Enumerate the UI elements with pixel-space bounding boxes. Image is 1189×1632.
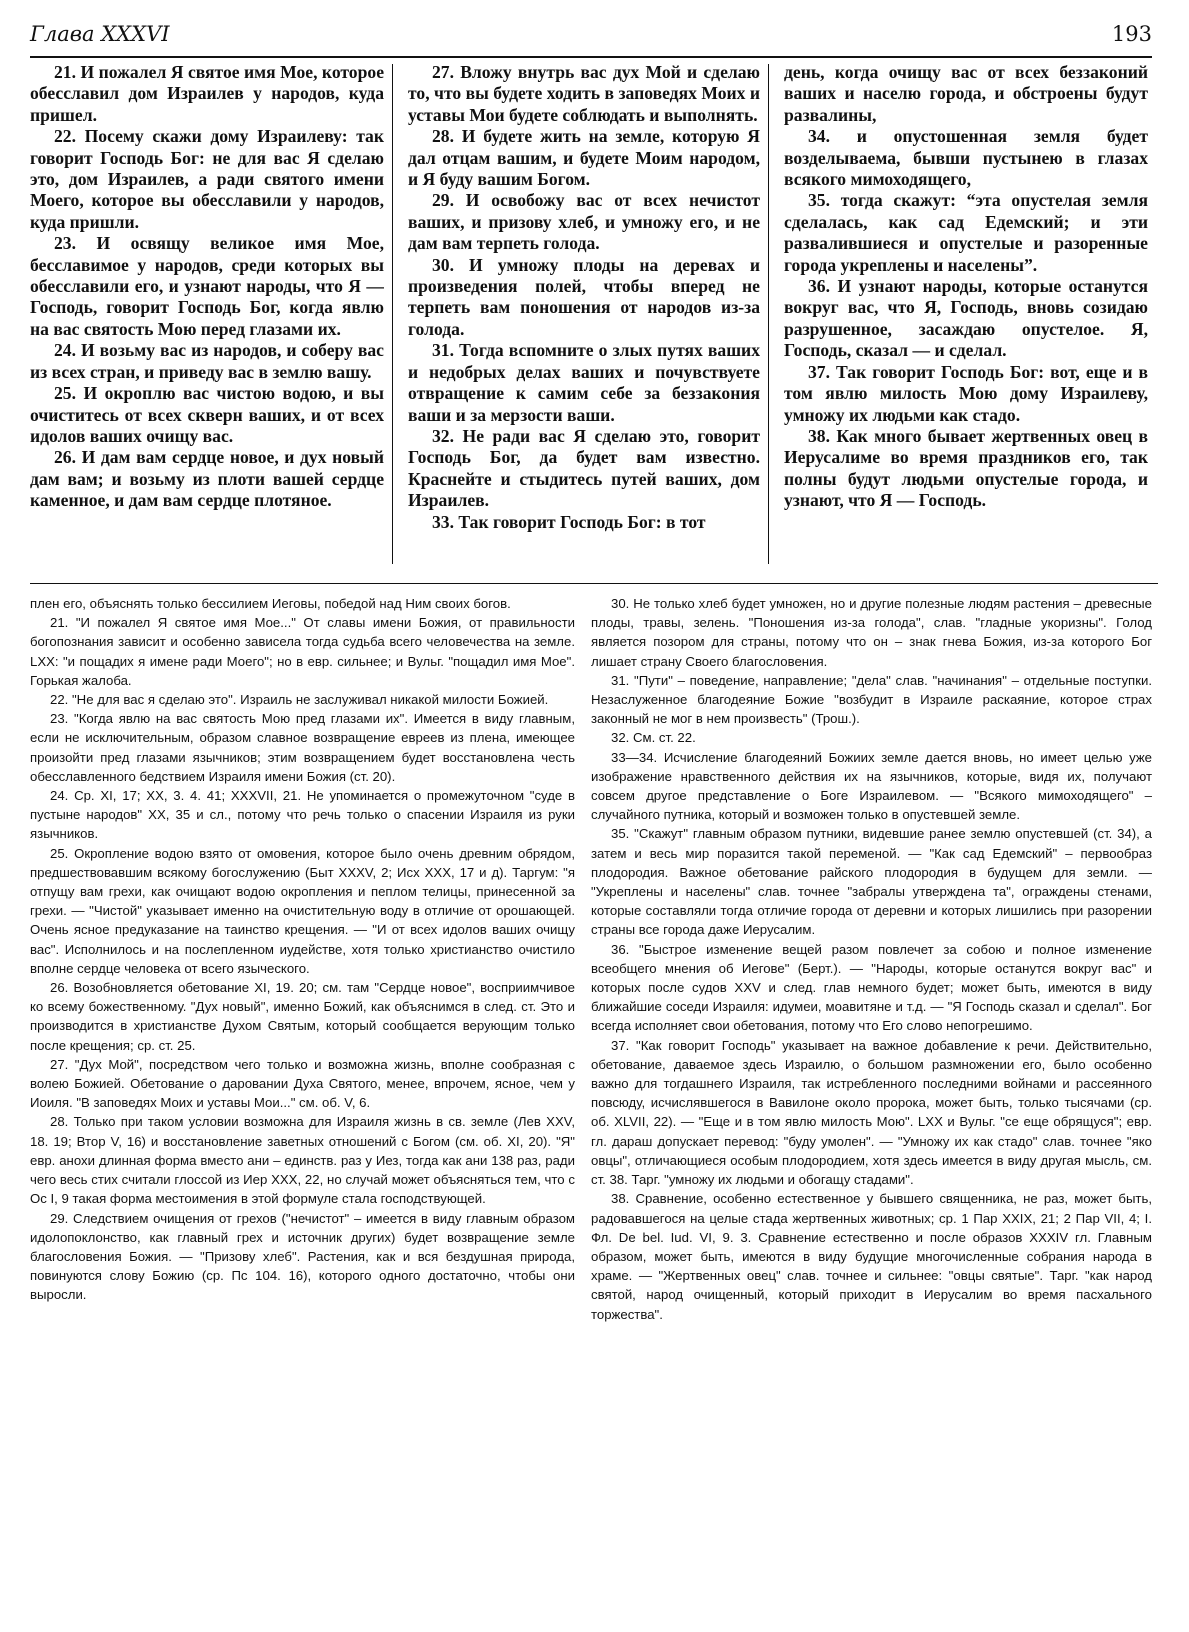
verses-column-3 bbox=[784, 62, 1148, 580]
verse-22: 22. Посему скажи дому Израилеву: так говорит Господь Бог: не для вас Я сделаю это, дом Израилев, а ради святого имени Моего, которое вы обесславили у народов, куда пришли. bbox=[30, 126, 384, 232]
section-divider bbox=[30, 583, 1158, 584]
verse-30: 30. И умножу плоды на деревах и произведения полей, чтобы вперед не терпеть вам поношения от народов из-за голода. bbox=[408, 254, 760, 339]
commentary-paragraph: 28. Только при таком условии возможна для Израиля жизнь в св. земле (Лев XXV, 18. 19; Втор V, 16) и восстановление заветных отношений с Богом (см. об. XI, 20). "Я" евр. анохи длинная форма вместо ани – единств. раз у Иез, тогда как ани 138 раз, ради чего весь стих считали глоссой из Иер XXX, 22, но случай может объясняться тем, что с Ос I, 9 такая форма местоимения в этой формуле стала господствующей. bbox=[30, 1114, 575, 1207]
commentary-paragraph: 31. "Пути" – поведение, направление; "дела" слав. "начинания" – отдельные поступки. Незаслуженное благодеяние Божие "возбудит в Израиле раскаяние, которое страх законный не мог в нем произвесть" (Трош.). bbox=[591, 672, 1152, 727]
commentary-paragraph: 37. "Как говорит Господь" указывает на важное добавление к речи. Действительно, обетование, даваемое здесь Израилю, о большом размножении его, было особенно важно для тогдашнего Израиля, так истребленного последними войнами и рассеянного повсюду, исчислявшегося в Вавилоне около пророка, может быть, только тысячами (ср. об. XLVII, 22). — "Еще и в том явлю милость Мою". LXX и Вульг. "се еще обрящуся"; евр. гл. дараш допускает перевод: "буду умолен". — "Умножу их как стадо" слав. точнее "яко овцы", отличающиеся особым плодородием, хотя здесь имеется в виду другая мысль, см. ст. 38. Тарг. "умножу их людьми и обогащу стадами". bbox=[591, 1037, 1152, 1188]
commentary-paragraph: 35. "Скажут" главным образом путники, видевшие ранее землю опустевшей (ст. 34), а затем и весь мир поразится такой переменой. — "Как сад Едемский" – первообраз плодородия. Важное обетование райского плодородия в будущем для земли. — "Укреплены и населены" слав. точнее "забралы утверждена та", ограждены стенами, которые составляли тогда отличие города от деревни и которых лишились при разорении страны все города даже Иерусалим. bbox=[591, 826, 1152, 938]
commentary-paragraph: 21. "И пожалел Я святое имя Мое..." От славы имени Божия, от правильности богопознания зависит и особенно зависела тогда судьба всего человечества на земле. LXX: "и пощадих я имене ради Моего"; но в евр. сильнее; и Вульг. "пощадил имя Мое". Горькая жалоба. bbox=[30, 615, 575, 688]
verse-23: 23. И освящу великое имя Мое, бесславимое у народов, среди которых вы обесславили его, и узнают народы, что Я — Господь, говорит Господь Бог, когда явлю на вас святость Мою перед глазами их. bbox=[30, 233, 384, 339]
verse-31: 31. Тогда вспомните о злых путях ваших и недобрых делах ваших и почувствуете отвращение к самим себе за беззакония ваши и за мерзости ваши. bbox=[408, 340, 760, 425]
verses-column-1 bbox=[30, 62, 384, 580]
commentary-paragraph: 22. "Не для вас я сделаю это". Израиль не заслуживал никакой милости Божией. bbox=[50, 692, 549, 708]
verses-column-2 bbox=[408, 62, 760, 580]
verse-38: 38. Как много бывает жертвенных овец в Иерусалиме во время праздников его, так полны будут людьми опустелые города, и узнают, что Я — Господь. bbox=[784, 425, 1148, 511]
verse-35: 35. тогда скажут: “эта опустелая земля сделалась, как сад Едемский; и эти развалившиеся и опустелые и разоренные города укреплены и населены”. bbox=[784, 190, 1148, 275]
page-number: 193 bbox=[1111, 22, 1152, 46]
chapter-title: Глава XXXVI bbox=[30, 22, 170, 46]
verse-36: 36. И узнают народы, которые останутся вокруг вас, что Я, Господь, вновь созидаю разрушенное, засаждаю опустелое. Я, Господь, сказал — и сделал. bbox=[784, 276, 1148, 361]
commentary-paragraph: 38. Сравнение, особенно естественное у бывшего священника, не раз, может быть, радовавшегося на целые стада жертвенных животных; ср. 1 Пар XXIX, 21; 2 Пар VII, 4; I. Фл. De bel. Iud. VI, 9. 3. Сравнение естественно и после образов XXXIV гл. Главным образом, может быть, имеются в виду будущие многочисленные собрания народа в храме. — "Жертвенных овец" слав. точнее и сильнее: "овцы святые". Тарг. "как народ святой, народ очищенный, который приходит в Иерусалим во время пасхального торжества". bbox=[591, 1191, 1152, 1322]
commentary-column-1 bbox=[30, 594, 575, 1614]
verse-27: 27. Вложу внутрь вас дух Мой и сделаю то, что вы будете ходить в заповедях Моих и уставы Мои будете соблюдать и выполнять. bbox=[408, 62, 760, 125]
commentary-paragraph: 24. Ср. XI, 17; XX, 3. 4. 41; XXXVII, 21. Не упоминается о промежуточном "суде в пустыне народов" XX, 35 и сл., потому что речь только о спасении Израиля из руки язычников. bbox=[30, 788, 575, 842]
verse-37: 37. Так говорит Господь Бог: вот, еще и в том явлю милость Мою дому Израилеву, умножу их людьми как стадо. bbox=[784, 361, 1148, 425]
commentary-paragraph: 36. "Быстрое изменение вещей разом повлечет за собою и полное изменение всеобщего мнения об Иегове" (Берт.). — "Народы, которые останутся вокруг вас" и которых после судов XXV и след. глав немного будет; может быть, имеются в виду ближайшие соседи Израиля: идумеи, моавитяне и т.д. — "Я Господь сказал и сделал". Бог всегда исполняет свои обетования, потому что Его слово непогрешимо. bbox=[591, 941, 1152, 1034]
commentary-column-2 bbox=[591, 594, 1152, 1614]
commentary-paragraph: 29. Следствием очищения от грехов ("нечистот" – имеется в виду главным образом идолопоклонство, как главный грех и источник других) будет возвращение земле благословения Божия. — "Призову хлеб". Растения, как и вся бездушная природа, повинуются слову Божию (ср. Пс 104. 16), которого одного достаточно, чтобы они выросли. bbox=[30, 1210, 575, 1303]
verse-34: 34. и опустошенная земля будет возделываема, бывши пустынею в глазах всякого мимоходящего, bbox=[784, 126, 1148, 190]
verse-24: 24. И возьму вас из народов, и соберу вас из всех стран, и приведу вас в землю вашу. bbox=[30, 340, 384, 382]
scripture-verses bbox=[30, 62, 1158, 580]
commentary-paragraph: 30. Не только хлеб будет умножен, но и другие полезные людям растения – древесные плоды, травы, зелень. "Поношения из-за голода", слав. "гладные укоризны". Голод является позором для страны, потому что он – знак гнева Божия, из-за которого Бог лишает страну Своего благословения. bbox=[591, 596, 1152, 669]
verse-21: 21. И пожалел Я святое имя Мое, которое обесславил дом Израилев у народов, куда пришел. bbox=[30, 62, 384, 125]
verse-32: 32. Не ради вас Я сделаю это, говорит Господь Бог, да будет вам известно. Краснейте и стыдитесь путей ваших, дом Израилев. bbox=[408, 425, 760, 511]
commentary-paragraph: 26. Возобновляется обетование XI, 19. 20; см. там "Сердце новое", восприимчивое ко всему божественному. "Дух новый", именно Божий, как объяснимся в след. ст. Это и производится в христианстве Духом Святым, который сообщается верующим только после крещения; ср. ст. 25. bbox=[30, 980, 575, 1053]
verse-33-continued: день, когда очищу вас от всех беззаконий ваших и населю города, и обстроены будут развалины, bbox=[784, 62, 1148, 125]
column-divider bbox=[392, 64, 393, 564]
commentary-paragraph: 32. См. ст. 22. bbox=[611, 730, 696, 746]
commentary-paragraph: 33—34. Исчисление благодеяний Божиих земле дается вновь, но имеет целью уже изображение нравственного действия их на язычников, которые, видя их, получают совсем другое представление о Боге Израилевом. — "Всякого мимоходящего" – случайного путника, который и возможен только в опустевшей земле. bbox=[591, 749, 1152, 823]
verse-33: 33. Так говорит Господь Бог: в тот bbox=[432, 511, 706, 532]
verse-28: 28. И будете жить на земле, которую Я дал отцам вашим, и будете Моим народом, и Я буду вашим Богом. bbox=[408, 126, 760, 190]
verse-29: 29. И освобожу вас от всех нечистот ваших, и призову хлеб, и умножу его, и не дам вам терпеть голода. bbox=[408, 190, 760, 254]
commentary-paragraph: 27. "Дух Мой", посредством чего только и возможна жизнь, вполне сообразная с волею Божией. Обетование о даровании Духа Святого, менее, впрочем, ясное, чем у Иоиля. "В заповедях Моих и уставы Мои..." см. об. V, 6. bbox=[30, 1056, 575, 1111]
verse-25: 25. И окроплю вас чистою водою, и вы очиститесь от всех скверн ваших, и от всех идолов ваших очищу вас. bbox=[30, 383, 384, 446]
commentary-paragraph: плен его, объяснять только бессилием Иеговы, победой над Ним своих богов. bbox=[30, 596, 511, 611]
commentary-paragraph: 23. "Когда явлю на вас святость Мою пред глазами их". Имеется в виду главным, если не исключительным, образом славное возвращение евреев из плена, имеющее произойти пред глазами язычников; этим возвращением будет восстановлена честь обесславленного бедствием Израиля имени Божия (ст. 20). bbox=[30, 711, 575, 784]
column-divider bbox=[768, 64, 769, 564]
page-header bbox=[30, 18, 1152, 58]
commentary-paragraph: 25. Окропление водою взято от омовения, которое было очень древним обрядом, предшествовавшим всякому богослужению (Быт XXXV, 2; Исх XXX, 17 и д). Таргум: "я отпущу вам грехи, как очищают водою окропления и пеплом телицы, принесенной за грехи. — "Чистой" указывает именно на очистительную воду в отличие от орошающей. Очень ясное предуказание на таинство крещения. — "И от всех идолов ваших очищу вас". Исполнилось и на послепленном иудействе, хотя только христианство очистило вполне сердце человека от всего языческого. bbox=[30, 845, 575, 976]
verse-26: 26. И дам вам сердце новое, и дух новый дам вам; и возьму из плоти вашей сердце каменное, и дам вам сердце плотяное. bbox=[30, 447, 384, 511]
